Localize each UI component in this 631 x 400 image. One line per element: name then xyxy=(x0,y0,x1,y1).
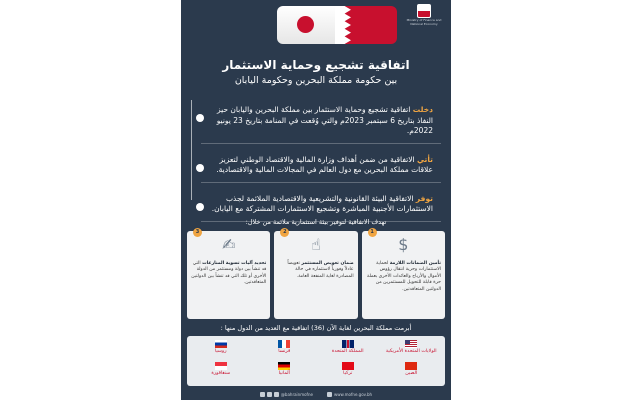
germany-flag-icon xyxy=(278,362,290,370)
logo-text: Ministry of Finance and National Economy xyxy=(406,18,442,26)
footer xyxy=(181,392,451,397)
card-bold-text: تحديد آليات تسوية المنازعات xyxy=(202,261,267,266)
country-name: ألمانيا xyxy=(278,371,290,376)
country-name: الصين xyxy=(405,371,418,376)
website-link[interactable] xyxy=(327,392,372,397)
country-name: تركيا xyxy=(343,371,353,376)
bullet-dot-icon xyxy=(196,203,204,211)
japan-bahrain-flags xyxy=(277,6,397,44)
card-text: التي قد تنشأ بين دولة ومستثمر من الدولة الأخرى أو تلك التي قد تنشأ بين الدولتين المتعاقدتين. xyxy=(191,261,267,286)
japan-flag-icon xyxy=(277,6,335,44)
bullet-dot-icon xyxy=(196,164,204,172)
card-bold-text: ضمان تعويض المستثمر xyxy=(301,261,354,266)
infographic-poster xyxy=(181,0,451,400)
france-flag-icon xyxy=(278,340,290,348)
bullet-text: الاتفاقية البيئة القانونية والتشريعية والاقتصادية الملائمة لجذب الاستثمارات الأجنبية المباشرة وتشجيع الاستثمارات المشتركة مع اليابان. xyxy=(211,193,433,213)
turkey-flag-icon xyxy=(342,362,354,370)
bahrain-flag-icon xyxy=(335,6,397,44)
bullet-lead: دخلت xyxy=(412,105,433,114)
website-url: www.mofne.gov.bh xyxy=(333,392,373,397)
hand-coins-icon: ☝ xyxy=(311,235,321,254)
country-item xyxy=(189,339,253,361)
country-item xyxy=(380,339,444,361)
goals-heading: تهدف الاتفاقية لتوفير بيئة استثمارية ملائمة من خلال: xyxy=(245,218,387,226)
globe-icon xyxy=(327,392,332,397)
bullet-text: اتفاقية تشجيع وحماية الاستثمار بين مملكة البحرين واليابان حيز النفاذ بتاريخ 6 سبتمبر 2023م والتي وُقعت في المنامة بتاريخ 23 يونيو 2022م. xyxy=(216,105,433,135)
bullet-list xyxy=(201,100,441,228)
bahrain-emblem-icon xyxy=(417,4,431,18)
bullet-lead: تأتي xyxy=(416,154,433,164)
goal-cards xyxy=(187,231,445,319)
bullet-text: الاتفاقية من ضمن أهداف وزارة المالية والاقتصاد الوطني لتعزيز علاقات مملكة البحرين مع دول العالم في المجالات المالية والاقتصادية. xyxy=(216,154,433,174)
social-handle: @bahrainmofne xyxy=(280,392,313,397)
card-number-badge: 3 xyxy=(193,228,202,237)
country-name: الولايات المتحدة الأمريكية xyxy=(385,349,437,354)
bullet-item-3 xyxy=(201,189,441,222)
handshake-icon: ✍ xyxy=(221,235,236,254)
goal-card-1 xyxy=(362,231,445,319)
usa-flag-icon xyxy=(405,340,417,348)
country-item xyxy=(316,361,380,383)
country-grid xyxy=(187,336,445,386)
money-icon: $ xyxy=(398,235,409,254)
bullet-timeline xyxy=(191,100,192,200)
agreements-count-text: أبرمت مملكة البحرين لغاية الآن (36) اتفاقية مع العديد من الدول منها : xyxy=(220,324,412,332)
bullet-item-2 xyxy=(201,150,441,183)
country-item xyxy=(189,361,253,383)
china-flag-icon xyxy=(405,362,417,370)
country-item xyxy=(253,339,317,361)
page-title: اتفاقية تشجيع وحماية الاستثمار xyxy=(222,58,410,72)
country-item xyxy=(380,361,444,383)
card-text: تعويضاً عادلاً وفورياً لاستثماره في حالة المصادرة لغاية المنفعة العامة. xyxy=(287,261,354,279)
card-number-badge: 2 xyxy=(280,228,289,237)
bullet-item-1 xyxy=(201,100,441,144)
card-bold-text: تأمين الضمانات اللازمة xyxy=(389,261,441,266)
country-name: سنغافورة xyxy=(211,371,231,376)
country-name: فرنسا xyxy=(278,349,291,354)
russia-flag-icon xyxy=(215,340,227,348)
singapore-flag-icon xyxy=(215,362,227,370)
card-text: لحماية الاستثمارات وحرية انتقال رؤوس الأموال والأرباح والعائدات الأخرى بعملة حرة قابلة للتحويل للمستثمرين من الدولتين المتعاقدتين. xyxy=(367,261,441,292)
twitter-icon[interactable] xyxy=(267,392,272,397)
country-item xyxy=(316,339,380,361)
bullet-lead: توفر xyxy=(415,193,433,203)
goal-card-3 xyxy=(187,231,270,319)
bullet-dot-icon xyxy=(196,114,204,122)
page-subtitle: بين حكومة مملكة البحرين وحكومة اليابان xyxy=(234,75,398,86)
country-name: روسيا xyxy=(214,349,227,354)
facebook-icon[interactable] xyxy=(260,392,265,397)
card-number-badge: 1 xyxy=(368,228,377,237)
country-name: المملكة المتحدة xyxy=(331,349,364,354)
instagram-icon[interactable] xyxy=(274,392,279,397)
country-item xyxy=(253,361,317,383)
ministry-logo xyxy=(405,4,443,26)
uk-flag-icon xyxy=(342,340,354,348)
goal-card-2 xyxy=(274,231,357,319)
social-links[interactable] xyxy=(260,392,313,397)
